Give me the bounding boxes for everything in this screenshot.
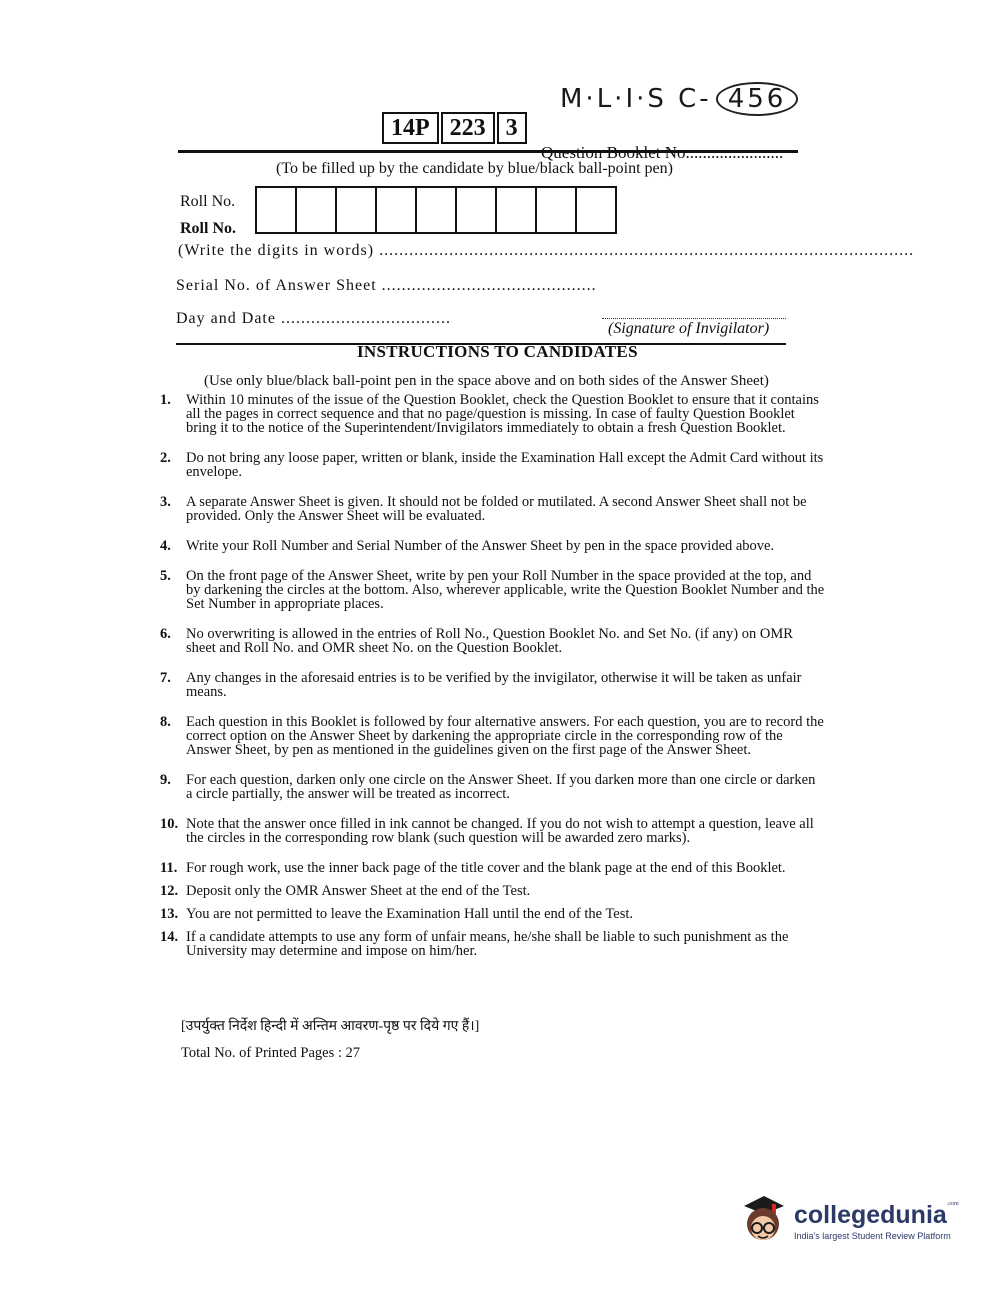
- roll-no-label: Roll No.: [180, 193, 236, 210]
- roll-digit-box[interactable]: [577, 188, 615, 232]
- question-booklet-no: Question Booklet No.......................: [541, 143, 784, 162]
- fill-note: (To be filled up by the candidate by blue/black ball-point pen): [276, 160, 673, 177]
- roll-digit-box[interactable]: [377, 188, 417, 232]
- instruction-number: 9.: [160, 772, 171, 788]
- instruction-number: 5.: [160, 568, 171, 584]
- booklet-code: [382, 112, 529, 144]
- instruction-text: Do not bring any loose paper, written or blank, inside the Examination Hall except the Admit Card without its envelope.: [186, 450, 824, 480]
- instructions-list: [160, 393, 825, 974]
- booklet-code-part: 14P: [382, 112, 439, 144]
- instruction-item: [160, 715, 825, 757]
- instruction-number: 11.: [160, 860, 178, 876]
- handwritten-note: [560, 82, 798, 116]
- booklet-code-part: 223: [441, 112, 495, 144]
- serial-no-field[interactable]: Serial No. of Answer Sheet ...........................................: [176, 277, 597, 294]
- instruction-number: 1.: [160, 392, 171, 408]
- roll-no-label-2: Roll No.: [180, 220, 236, 237]
- instructions-title: INSTRUCTIONS TO CANDIDATES: [357, 342, 638, 361]
- roll-digit-box[interactable]: [417, 188, 457, 232]
- instruction-item: [160, 627, 825, 655]
- instruction-text: A separate Answer Sheet is given. It should not be folded or mutilated. A second Answer Sheet shall not be provided. Only the Answer Sheet will be evaluated.: [186, 494, 807, 524]
- instruction-text: For rough work, use the inner back page of the title cover and the blank page at the end of this Booklet.: [186, 860, 786, 876]
- instruction-item: [160, 495, 825, 523]
- instruction-number: 10.: [160, 816, 179, 832]
- instruction-text: Any changes in the aforesaid entries is to be verified by the invigilator, otherwise it will be taken as unfair means.: [186, 670, 802, 700]
- signature-label: (Signature of Invigilator): [608, 320, 770, 337]
- instruction-item: [160, 907, 825, 921]
- instruction-item: [160, 861, 825, 875]
- instruction-number: 8.: [160, 714, 171, 730]
- instruction-text: Write your Roll Number and Serial Number of the Answer Sheet by pen in the space provided above.: [186, 538, 775, 554]
- logo-tagline: India's largest Student Review Platform: [794, 1231, 951, 1241]
- instruction-number: 4.: [160, 538, 171, 554]
- instruction-number: 6.: [160, 626, 171, 642]
- roll-digit-box[interactable]: [337, 188, 377, 232]
- booklet-code-part: 3: [497, 112, 527, 144]
- instruction-number: 2.: [160, 450, 171, 466]
- roll-digit-box[interactable]: [257, 188, 297, 232]
- instruction-text: On the front page of the Answer Sheet, write by pen your Roll Number in the space provided at the top, and by darkening the circles at the bottom. Also, wherever applicable, write the Question Booklet Number and the Set Number in appropriate places.: [186, 568, 825, 612]
- instruction-item: [160, 569, 825, 611]
- instruction-item: [160, 671, 825, 699]
- instruction-number: 14.: [160, 929, 179, 945]
- instruction-item: [160, 884, 825, 898]
- instruction-text: No overwriting is allowed in the entries of Roll No., Question Booklet No. and Set No. (if any) on OMR sheet and Roll No. and OMR sheet No. on the Question Booklet.: [186, 626, 793, 656]
- mascot-icon: [738, 1192, 788, 1250]
- instruction-text: Deposit only the OMR Answer Sheet at the end of the Test.: [186, 883, 531, 899]
- hindi-note: [उपर्युक्त निर्देश हिन्दी में अन्तिम आवरण-पृष्ठ पर दिये गए हैं।]: [181, 1019, 480, 1034]
- handwritten-circled-number: 456: [716, 82, 799, 116]
- instruction-text: Each question in this Booklet is followed by four alternative answers. For each question, you are to record the correct option on the Answer Sheet by darkening the appropriate circle in the corresponding row of the Answer Sheet, by pen as mentioned in the guidelines given on the first page of the Answer Sheet.: [186, 714, 824, 758]
- instruction-item: [160, 773, 825, 801]
- instruction-number: 12.: [160, 883, 179, 899]
- instruction-text: Note that the answer once filled in ink cannot be changed. If you do not wish to attempt a question, leave all the circles in the corresponding row blank (such question will be awarded zero marks).: [186, 816, 814, 846]
- signature-line: [602, 318, 786, 319]
- instruction-text: Within 10 minutes of the issue of the Question Booklet, check the Question Booklet to ensure that it contains all the pages in correct sequence and that no page/question is missing. In case of faulty Question Booklet bring it to the notice of the Superintendent/Invigilators immediately to obtain a fresh Question Booklet.: [186, 392, 819, 436]
- handwritten-text: M·L·I·S C-: [560, 84, 712, 114]
- logo-name: collegedunia: [794, 1201, 947, 1229]
- instruction-item: [160, 817, 825, 845]
- total-pages: Total No. of Printed Pages : 27: [181, 1045, 361, 1061]
- instruction-item: [160, 393, 825, 435]
- instruction-text: For each question, darken only one circle on the Answer Sheet. If you darken more than one circle or darken a circle partially, the answer will be treated as incorrect.: [186, 772, 816, 802]
- day-date-field[interactable]: Day and Date ..................................: [176, 310, 451, 327]
- roll-digit-box[interactable]: [497, 188, 537, 232]
- instruction-item: [160, 451, 825, 479]
- instruction-item: [160, 930, 825, 958]
- roll-digit-box[interactable]: [457, 188, 497, 232]
- instruction-text: You are not permitted to leave the Examination Hall until the end of the Test.: [186, 906, 634, 922]
- instruction-text: If a candidate attempts to use any form of unfair means, he/she shall be liable to such punishment as the University may determine and impose on him/her.: [186, 929, 789, 959]
- use-only-note: (Use only blue/black ball-point pen in the space above and on both sides of the Answer Sheet): [204, 373, 769, 389]
- instruction-item: [160, 539, 825, 553]
- roll-no-boxes[interactable]: [255, 186, 617, 234]
- instruction-number: 3.: [160, 494, 171, 510]
- roll-digit-box[interactable]: [297, 188, 337, 232]
- instruction-number: 13.: [160, 906, 179, 922]
- collegedunia-logo[interactable]: [738, 1192, 959, 1250]
- logo-suffix: .com: [946, 1201, 959, 1207]
- roll-digit-box[interactable]: [537, 188, 577, 232]
- instruction-number: 7.: [160, 670, 171, 686]
- roll-in-words-field[interactable]: (Write the digits in words) ...........................................................................................................: [178, 242, 915, 259]
